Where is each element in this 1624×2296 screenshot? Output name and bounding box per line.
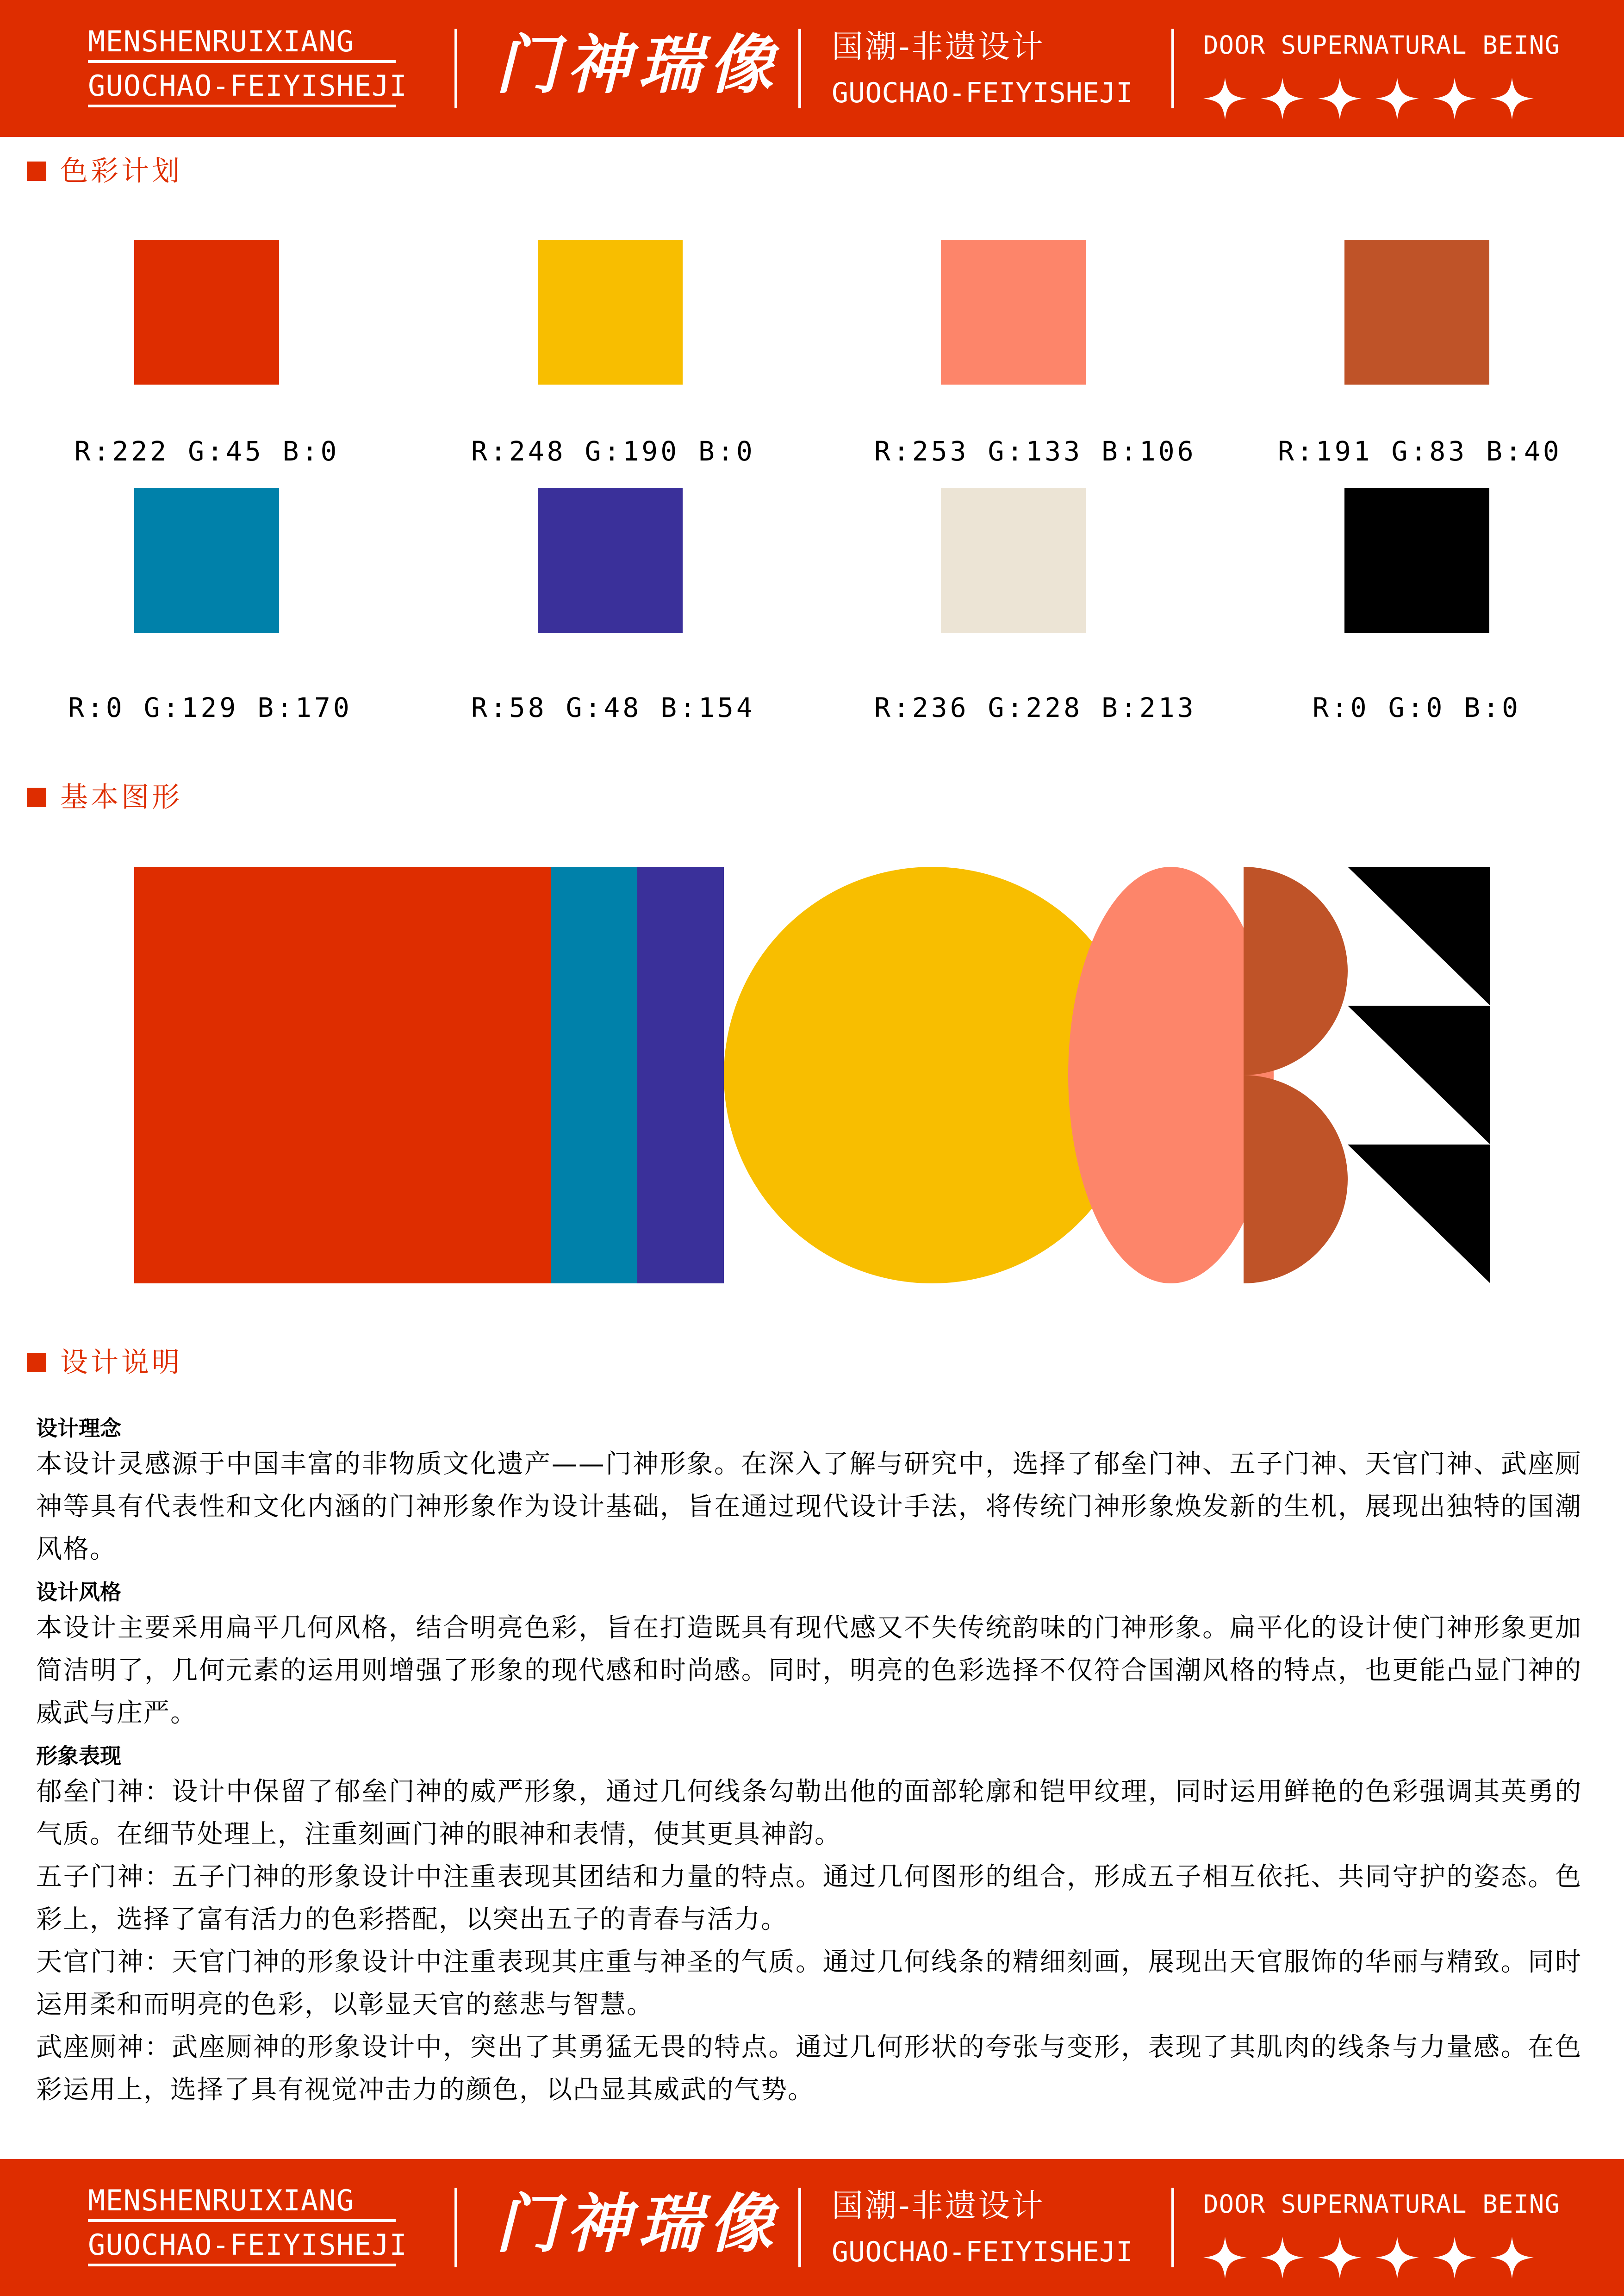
section-header-color-plan: [27, 153, 182, 190]
star-icon: [1318, 78, 1362, 119]
star-icon: [1433, 78, 1476, 119]
shape-salmon-ellipse: [1068, 867, 1274, 1283]
brand-block: [88, 2182, 407, 2266]
subheading-style: 设计风格: [36, 1580, 121, 1605]
rgb-value: R:236 G:228 B:213: [874, 692, 1196, 723]
subheading-concept: 设计理念: [36, 1416, 121, 1441]
logo-wordmark: 门神瑞像: [495, 27, 781, 102]
divider: [454, 29, 457, 108]
section-title: 设计说明: [60, 1346, 182, 1379]
category-cn: 国潮-非遗设计: [832, 2188, 1045, 2224]
brand-subtitle: GUOCHAO-FEIYISHEJI: [88, 2228, 407, 2262]
color-swatch: [1344, 488, 1489, 633]
tagline: DOOR SUPERNATURAL BEING: [1203, 2190, 1560, 2219]
brand-underline: [88, 60, 396, 63]
paragraph-concept: 本设计灵感源于中国丰富的非物质文化遗产——门神形象。在深入了解与研究中，选择了郁垒门神、五子门神、天官门神、武座厕神等具有代表性和文化内涵的门神形象作为设计基础，旨在通过现代设计手法，将传统门神形象焕发新的生机，展现出独特的国潮风格。: [36, 1449, 1582, 1564]
star-icon: [1261, 78, 1304, 119]
star-icon: [1433, 2237, 1476, 2278]
star-row: [1203, 2237, 1560, 2278]
rgb-value: R:248 G:190 B:0: [471, 436, 755, 467]
paragraph-yulei: 郁垒门神：设计中保留了郁垒门神的威严形象，通过几何线条勾勒出他的面部轮廓和铠甲纹理，同时运用鲜艳的色彩强调其英勇的气质。在细节处理上，注重刻画门神的眼神和表情，使其更具神韵。: [36, 1777, 1582, 1849]
shape-rust-half-circle-top: [1244, 867, 1348, 1075]
paragraph-wuzi: 五子门神：五子门神的形象设计中注重表现其团结和力量的特点。通过几何图形的组合，形成五子相互依托、共同守护的姿态。色彩上，选择了富有活力的色彩搭配，以突出五子的青春与活力。: [36, 1862, 1582, 1935]
divider: [798, 29, 801, 108]
rgb-value: R:222 G:45 B:0: [74, 436, 340, 467]
section-title: 基本图形: [60, 781, 182, 814]
tagline-block: [1203, 2186, 1560, 2278]
divider: [1171, 2188, 1174, 2267]
brand-underline: [88, 2219, 396, 2222]
star-icon: [1203, 78, 1247, 119]
category-en: GUOCHAO-FEIYISHEJI: [832, 77, 1133, 109]
star-icon: [1318, 2237, 1362, 2278]
brand-subtitle: GUOCHAO-FEIYISHEJI: [88, 69, 407, 103]
shape-teal-bar: [551, 867, 637, 1283]
color-swatch: [134, 240, 279, 385]
brand-name-pinyin: MENSHENRUIXIANG: [88, 2184, 354, 2217]
rgb-value: R:191 G:83 B:40: [1278, 436, 1562, 467]
category-block: [832, 27, 1132, 114]
shape-yellow-circle: [724, 867, 1140, 1283]
paragraph-tianguan: 天官门神：天官门神的形象设计中注重表现其庄重与神圣的气质。通过几何线条的精细刻画，展现出天官服饰的华丽与精致。同时运用柔和而明亮的色彩，以彰显天官的慈悲与智慧。: [36, 1947, 1582, 2020]
color-swatch: [134, 488, 279, 633]
tagline-block: [1203, 27, 1560, 119]
paragraph-style: 本设计主要采用扁平几何风格，结合明亮色彩，旨在打造既具有现代感又不失传统韵味的门神形象。扁平化的设计使门神形象更加简洁明了，几何元素的运用则增强了形象的现代感和时尚感。同时，明亮的色彩选择不仅符合国潮风格的特点，也更能凸显门神的威武与庄严。: [36, 1613, 1582, 1728]
star-icon: [1490, 2237, 1534, 2278]
shape-black-triangle: [1348, 867, 1490, 1006]
star-icon: [1261, 2237, 1304, 2278]
brand-name-pinyin: MENSHENRUIXIANG: [88, 25, 354, 58]
star-icon: [1490, 78, 1534, 119]
bottom-banner: [0, 2159, 1624, 2296]
color-swatch: [1344, 240, 1489, 385]
shape-black-triangle: [1348, 1145, 1490, 1283]
brand-block: [88, 23, 407, 107]
color-swatch: [538, 240, 683, 385]
category-block: [832, 2186, 1132, 2273]
brand-underline: [88, 105, 396, 107]
subheading-expression: 形象表现: [36, 1743, 121, 1768]
logo-wordmark: 门神瑞像: [495, 2186, 781, 2261]
color-swatch: [941, 488, 1086, 633]
top-banner: [0, 0, 1624, 137]
section-header-basic-shapes: [27, 779, 182, 816]
category-cn: 国潮-非遗设计: [832, 29, 1045, 65]
section-marker: [27, 1353, 46, 1372]
color-swatch: [538, 488, 683, 633]
divider: [454, 2188, 457, 2267]
design-description: [36, 1407, 1582, 2111]
brand-underline: [88, 2264, 396, 2266]
paragraph-wuzuo: 武座厕神：武座厕神的形象设计中，突出了其勇猛无畏的特点。通过几何形状的夸张与变形，表现了其肌肉的线条与力量感。在色彩运用上，选择了具有视觉冲击力的颜色，以凸显其威武的气势。: [36, 2032, 1582, 2105]
star-icon: [1375, 78, 1419, 119]
divider: [798, 2188, 801, 2267]
section-marker: [27, 162, 46, 181]
rgb-value: R:0 G:129 B:170: [68, 692, 352, 723]
star-icon: [1375, 2237, 1419, 2278]
star-icon: [1203, 2237, 1247, 2278]
shape-indigo-bar: [637, 867, 724, 1283]
section-marker: [27, 788, 46, 807]
divider: [1171, 29, 1174, 108]
section-title: 色彩计划: [60, 155, 182, 187]
rgb-value: R:0 G:0 B:0: [1312, 692, 1521, 723]
section-header-design-notes: [27, 1344, 182, 1381]
category-en: GUOCHAO-FEIYISHEJI: [832, 2236, 1133, 2268]
rgb-value: R:253 G:133 B:106: [874, 436, 1196, 467]
color-swatch: [941, 240, 1086, 385]
shape-black-triangle: [1348, 1006, 1490, 1145]
shape-rust-half-circle-bottom: [1244, 1075, 1348, 1283]
star-row: [1203, 78, 1560, 119]
tagline: DOOR SUPERNATURAL BEING: [1203, 31, 1560, 60]
shape-red-square: [134, 867, 551, 1283]
rgb-value: R:58 G:48 B:154: [471, 692, 755, 723]
